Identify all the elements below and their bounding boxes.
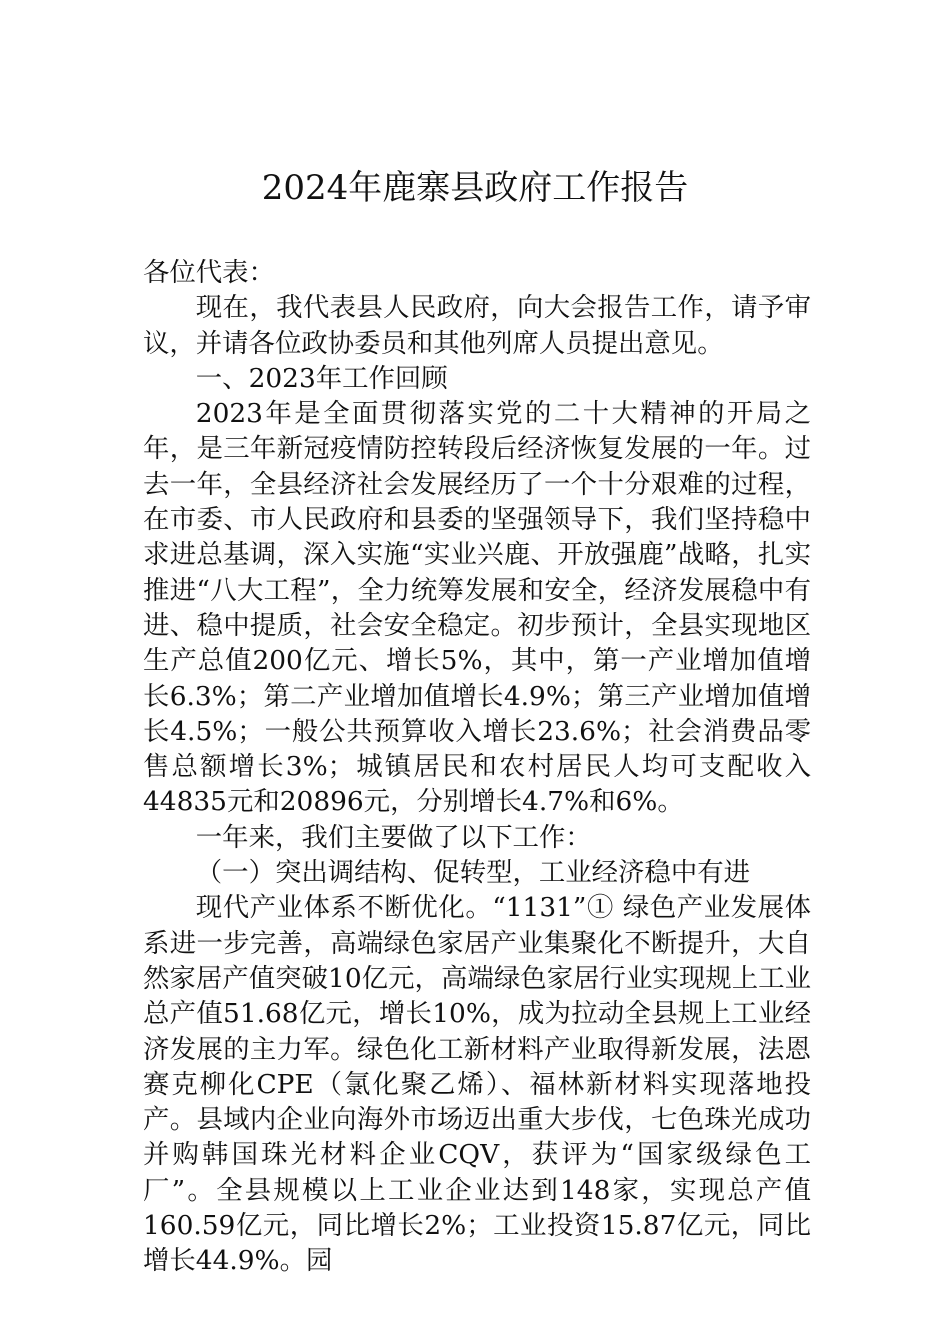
subsection-heading-industry: （一）突出调结构、促转型，工业经济稳中有进 — [195, 857, 750, 889]
document-title: 2024年鹿寨县政府工作报告 — [261, 168, 689, 208]
section-heading-review: 一、2023年工作回顾 — [195, 362, 448, 394]
paragraph-opening: 现在，我代表县人民政府，向大会报告工作，请予审议，并请各位政协委员和其他列席人员提出意见。 — [143, 292, 811, 359]
paragraph-industry: 现代产业体系不断优化。“1131”① 绿色产业发展体系进一步完善，高端绿色家居产业集聚化不断提升，大自然家居产值突破10亿元，高端绿色家居行业实现规上工业总产值51.68亿元，增长10%，成为拉动全县规上工业经济发展的主力军。绿色化工新材料产业取得新发展，法恩赛克柳化CPE（氯化聚乙烯）、福林新材料实现落地投产。县域内企业向海外市场迈出重大步伐，七色珠光成功并购韩国珠光材料企业CQV，获评为“国家级绿色工厂”。全县规模以上工业企业达到148家，实现总产值160.59亿元，同比增长2%；工业投资15.87亿元，同比增长44.9%。园 — [143, 892, 811, 1277]
paragraph-intro-work: 一年来，我们主要做了以下工作： — [195, 821, 592, 853]
document-body — [143, 255, 811, 1279]
paragraph-overview: 2023年是全面贯彻落实党的二十大精神的开局之年，是三年新冠疫情防控转段后经济恢复发展的一年。过去一年，全县经济社会发展经历了一个十分艰难的过程，在市委、市人民政府和县委的坚强领导下，我们坚持稳中求进总基调，深入实施“实业兴鹿、开放强鹿”战略，扎实推进“八大工程”，全力统筹发展和安全，经济发展稳中有进、稳中提质，社会安全稳定。初步预计，全县实现地区生产总值200亿元、增长5%，其中，第一产业增加值增长6.3%；第二产业增加值增长4.9%；第三产业增加值增长4.5%；一般公共预算收入增长23.6%；社会消费品零售总额增长3%；城镇居民和农村居民人均可支配收入44835元和20896元，分别增长4.7%和6%。 — [143, 398, 811, 818]
salutation: 各位代表： — [143, 257, 275, 288]
